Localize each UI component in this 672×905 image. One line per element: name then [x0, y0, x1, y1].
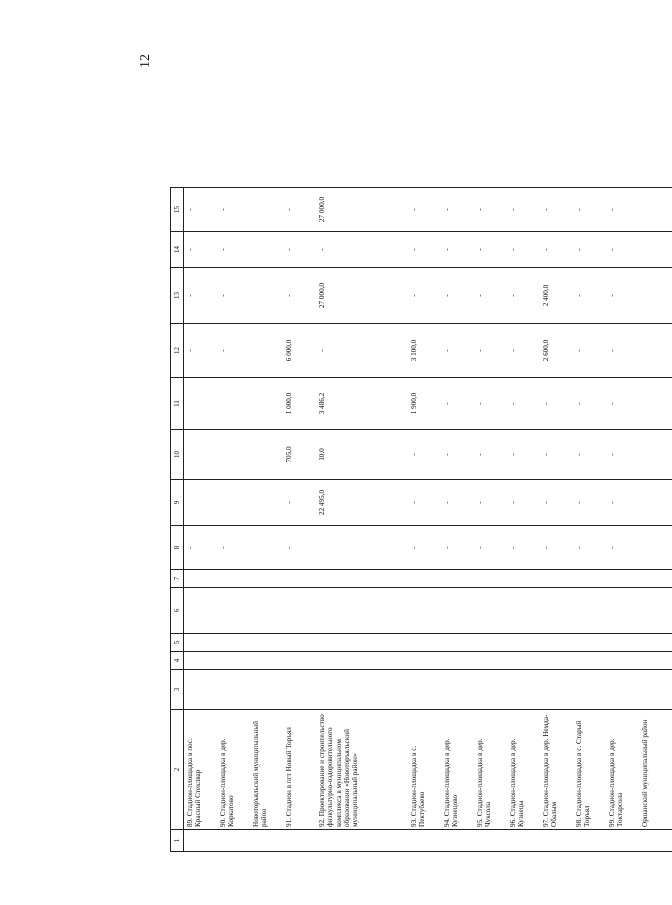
empty-cell — [540, 588, 573, 634]
column-header-13: 13 — [171, 268, 184, 324]
empty-cell — [250, 526, 283, 570]
value-cell-col-11 — [217, 378, 250, 430]
column-header-14: 14 — [171, 232, 184, 268]
value-cell-col-10 — [184, 430, 218, 480]
empty-cell — [639, 430, 672, 480]
value-cell-col-9: - — [573, 480, 606, 526]
value-cell-col-13: - — [408, 268, 441, 324]
empty-cell — [250, 268, 283, 324]
value-cell-col-10: - — [573, 430, 606, 480]
value-cell-col-14: - — [573, 232, 606, 268]
value-cell-col-15: - — [606, 188, 639, 232]
object-name-cell: 98. Стадион-площадка в с. Старый Торъял — [573, 710, 606, 830]
value-cell-col-8: - — [507, 526, 540, 570]
empty-cell — [441, 570, 474, 588]
value-cell-col-13: - — [441, 268, 474, 324]
column-header-12: 12 — [171, 324, 184, 378]
value-cell-col-15: - — [540, 188, 573, 232]
empty-cell — [639, 588, 672, 634]
table-row — [573, 188, 606, 852]
empty-cell — [316, 652, 408, 670]
empty-cell — [639, 268, 672, 324]
value-cell-col-14: - — [606, 232, 639, 268]
column-header-4: 4 — [171, 652, 184, 670]
empty-cell — [507, 588, 540, 634]
empty-cell — [250, 670, 283, 710]
empty-cell — [408, 652, 441, 670]
empty-cell — [573, 570, 606, 588]
empty-cell — [408, 588, 441, 634]
value-cell-col-12: - — [184, 324, 218, 378]
row-index-cell — [441, 830, 474, 852]
empty-cell — [639, 526, 672, 570]
empty-cell — [441, 670, 474, 710]
empty-cell — [283, 670, 316, 710]
budget-table — [170, 187, 672, 852]
value-cell-col-13: - — [283, 268, 316, 324]
value-cell-col-12: - — [217, 324, 250, 378]
column-header-10: 10 — [171, 430, 184, 480]
empty-cell — [507, 670, 540, 710]
value-cell-col-9: 22 495,0 — [316, 480, 408, 526]
value-cell-col-10: - — [507, 430, 540, 480]
value-cell-col-13: 27 000,0 — [316, 268, 408, 324]
value-cell-col-8: - — [408, 526, 441, 570]
empty-cell — [639, 634, 672, 652]
empty-cell — [639, 652, 672, 670]
value-cell-col-13: - — [474, 268, 507, 324]
empty-cell — [217, 634, 250, 652]
table-row — [441, 188, 474, 852]
value-cell-col-12: - — [606, 324, 639, 378]
empty-cell — [217, 670, 250, 710]
value-cell-col-15: - — [507, 188, 540, 232]
header-row — [171, 188, 184, 852]
row-index-cell — [250, 830, 283, 852]
value-cell-col-9 — [217, 480, 250, 526]
empty-cell — [250, 652, 283, 670]
value-cell-col-8: - — [540, 526, 573, 570]
object-name-cell: 94. Стадион-площадка в дер. Кузнецово — [441, 710, 474, 830]
value-cell-col-10: - — [606, 430, 639, 480]
empty-cell — [639, 324, 672, 378]
row-index-cell — [283, 830, 316, 852]
empty-cell — [408, 670, 441, 710]
object-name-cell: 97. Стадион-площадка в дер. Немда-Обалым — [540, 710, 573, 830]
empty-cell — [408, 570, 441, 588]
object-name-cell: 92. Проектирование и строительство физкультурно-оздоровительного комплекса в муниципальном образовании «Новоторъяльский муниципальный район» — [316, 710, 408, 830]
empty-cell — [573, 634, 606, 652]
empty-cell — [250, 570, 283, 588]
value-cell-col-14: - — [316, 232, 408, 268]
section-title: Новоторъяльский муниципальный район — [250, 710, 283, 830]
empty-cell — [441, 588, 474, 634]
value-cell-col-11: 1 900,0 — [408, 378, 441, 430]
value-cell-col-10: - — [540, 430, 573, 480]
value-cell-col-8: - — [283, 526, 316, 570]
value-cell-col-10: 10,0 — [316, 430, 408, 480]
empty-cell — [316, 634, 408, 652]
value-cell-col-12: 3 100,0 — [408, 324, 441, 378]
empty-cell — [250, 232, 283, 268]
column-header-9: 9 — [171, 480, 184, 526]
empty-cell — [507, 634, 540, 652]
empty-cell — [184, 670, 218, 710]
empty-cell — [606, 634, 639, 652]
empty-cell — [250, 188, 283, 232]
empty-cell — [606, 670, 639, 710]
empty-cell — [540, 652, 573, 670]
empty-cell — [250, 324, 283, 378]
page-number: 12 — [138, 54, 153, 68]
table-row — [606, 188, 639, 852]
value-cell-col-11: - — [540, 378, 573, 430]
value-cell-col-11: 1 000,0 — [283, 378, 316, 430]
empty-cell — [639, 570, 672, 588]
value-cell-col-9: - — [540, 480, 573, 526]
empty-cell — [441, 652, 474, 670]
empty-cell — [606, 588, 639, 634]
value-cell-col-11: - — [573, 378, 606, 430]
empty-cell — [184, 570, 218, 588]
value-cell-col-14: - — [540, 232, 573, 268]
empty-cell — [474, 634, 507, 652]
value-cell-col-12: - — [507, 324, 540, 378]
table-row — [474, 188, 507, 852]
empty-cell — [573, 652, 606, 670]
row-index-cell — [573, 830, 606, 852]
empty-cell — [474, 652, 507, 670]
table-row — [540, 188, 573, 852]
empty-cell — [250, 378, 283, 430]
empty-cell — [639, 188, 672, 232]
column-header-8: 8 — [171, 526, 184, 570]
value-cell-col-13: 2 400,0 — [540, 268, 573, 324]
value-cell-col-11: - — [441, 378, 474, 430]
value-cell-col-9: - — [408, 480, 441, 526]
empty-cell — [474, 670, 507, 710]
value-cell-col-14: - — [184, 232, 218, 268]
object-name-cell: 95. Стадион-площадка в дер. Чуксола — [474, 710, 507, 830]
column-header-1: 1 — [171, 830, 184, 852]
value-cell-col-15: - — [441, 188, 474, 232]
value-cell-col-15: - — [573, 188, 606, 232]
empty-cell — [184, 634, 218, 652]
value-cell-col-14: - — [441, 232, 474, 268]
row-index-cell — [606, 830, 639, 852]
empty-cell — [184, 652, 218, 670]
value-cell-col-9: - — [441, 480, 474, 526]
column-header-3: 3 — [171, 670, 184, 710]
empty-cell — [250, 588, 283, 634]
empty-cell — [250, 480, 283, 526]
empty-cell — [639, 480, 672, 526]
empty-cell — [507, 570, 540, 588]
value-cell-col-8: - — [184, 526, 218, 570]
value-cell-col-9: - — [283, 480, 316, 526]
column-header-2: 2 — [171, 710, 184, 830]
column-header-5: 5 — [171, 634, 184, 652]
value-cell-col-8: - — [606, 526, 639, 570]
value-cell-col-10: - — [441, 430, 474, 480]
object-name-cell: 90. Стадион-площадка в дер. Коркатово — [217, 710, 250, 830]
value-cell-col-15: - — [217, 188, 250, 232]
empty-cell — [540, 634, 573, 652]
value-cell-col-13: - — [184, 268, 218, 324]
column-header-6: 6 — [171, 588, 184, 634]
value-cell-col-15: - — [283, 188, 316, 232]
value-cell-col-15: 27 000,0 — [316, 188, 408, 232]
empty-cell — [639, 378, 672, 430]
row-index-cell — [507, 830, 540, 852]
row-index-cell — [408, 830, 441, 852]
empty-cell — [606, 570, 639, 588]
empty-cell — [217, 588, 250, 634]
value-cell-col-10: 705,0 — [283, 430, 316, 480]
value-cell-col-11: 3 486,2 — [316, 378, 408, 430]
empty-cell — [573, 588, 606, 634]
table-row — [316, 188, 408, 852]
value-cell-col-14: - — [408, 232, 441, 268]
value-cell-col-12: - — [474, 324, 507, 378]
value-cell-col-8: - — [441, 526, 474, 570]
value-cell-col-10: - — [408, 430, 441, 480]
empty-cell — [474, 588, 507, 634]
empty-cell — [316, 570, 408, 588]
empty-cell — [606, 652, 639, 670]
value-cell-col-8: - — [474, 526, 507, 570]
value-cell-col-9: - — [474, 480, 507, 526]
section-row — [639, 188, 672, 852]
empty-cell — [250, 634, 283, 652]
empty-cell — [283, 588, 316, 634]
object-name-cell: 99. Стадион-площадка в дер. Токтарсола — [606, 710, 639, 830]
row-index-cell — [474, 830, 507, 852]
value-cell-col-14: - — [283, 232, 316, 268]
value-cell-col-12: 6 000,0 — [283, 324, 316, 378]
rotated-table-area — [132, 42, 649, 852]
column-header-15: 15 — [171, 188, 184, 232]
row-index-cell — [316, 830, 408, 852]
value-cell-col-13: - — [606, 268, 639, 324]
empty-cell — [639, 670, 672, 710]
object-name-cell: 93. Стадион-площадка в с. Пектубаево — [408, 710, 441, 830]
empty-cell — [507, 652, 540, 670]
empty-cell — [283, 634, 316, 652]
empty-cell — [250, 430, 283, 480]
value-cell-col-10: - — [474, 430, 507, 480]
value-cell-col-8: - — [217, 526, 250, 570]
object-name-cell: 96. Стадион-площадка в дер. Кузнецы — [507, 710, 540, 830]
value-cell-col-15: - — [184, 188, 218, 232]
value-cell-col-11: - — [606, 378, 639, 430]
empty-cell — [474, 570, 507, 588]
column-header-7: 7 — [171, 570, 184, 588]
empty-cell — [316, 670, 408, 710]
row-index-cell — [639, 830, 672, 852]
value-cell-col-14: - — [507, 232, 540, 268]
value-cell-col-15: - — [408, 188, 441, 232]
value-cell-col-13: - — [507, 268, 540, 324]
row-index-cell — [184, 830, 218, 852]
empty-cell — [573, 670, 606, 710]
value-cell-col-8 — [316, 526, 408, 570]
object-name-cell: 91. Стадион в пгт Новый Торъял — [283, 710, 316, 830]
value-cell-col-13: - — [573, 268, 606, 324]
column-header-11: 11 — [171, 378, 184, 430]
value-cell-col-9 — [184, 480, 218, 526]
empty-cell — [540, 570, 573, 588]
section-row — [250, 188, 283, 852]
value-cell-col-9: - — [507, 480, 540, 526]
value-cell-col-10 — [217, 430, 250, 480]
value-cell-col-12: - — [573, 324, 606, 378]
empty-cell — [283, 652, 316, 670]
value-cell-col-13: - — [217, 268, 250, 324]
value-cell-col-11: - — [474, 378, 507, 430]
table-row — [283, 188, 316, 852]
table-row — [184, 188, 218, 852]
value-cell-col-9: - — [606, 480, 639, 526]
empty-cell — [316, 588, 408, 634]
value-cell-col-12: 2 600,0 — [540, 324, 573, 378]
row-index-cell — [540, 830, 573, 852]
value-cell-col-11: - — [507, 378, 540, 430]
value-cell-col-8: - — [573, 526, 606, 570]
section-title: Оршанский муниципальный район — [639, 710, 672, 830]
table-row — [217, 188, 250, 852]
object-name-cell: 89. Стадион-площадка в пос. Красный Стеклвар — [184, 710, 218, 830]
table-row — [507, 188, 540, 852]
empty-cell — [283, 570, 316, 588]
table-row — [408, 188, 441, 852]
empty-cell — [217, 570, 250, 588]
value-cell-col-14: - — [474, 232, 507, 268]
empty-cell — [441, 634, 474, 652]
value-cell-col-11 — [184, 378, 218, 430]
value-cell-col-12: - — [441, 324, 474, 378]
empty-cell — [540, 670, 573, 710]
row-index-cell — [217, 830, 250, 852]
value-cell-col-15: - — [474, 188, 507, 232]
empty-cell — [639, 232, 672, 268]
empty-cell — [184, 588, 218, 634]
value-cell-col-12: - — [316, 324, 408, 378]
empty-cell — [408, 634, 441, 652]
value-cell-col-14: - — [217, 232, 250, 268]
empty-cell — [217, 652, 250, 670]
